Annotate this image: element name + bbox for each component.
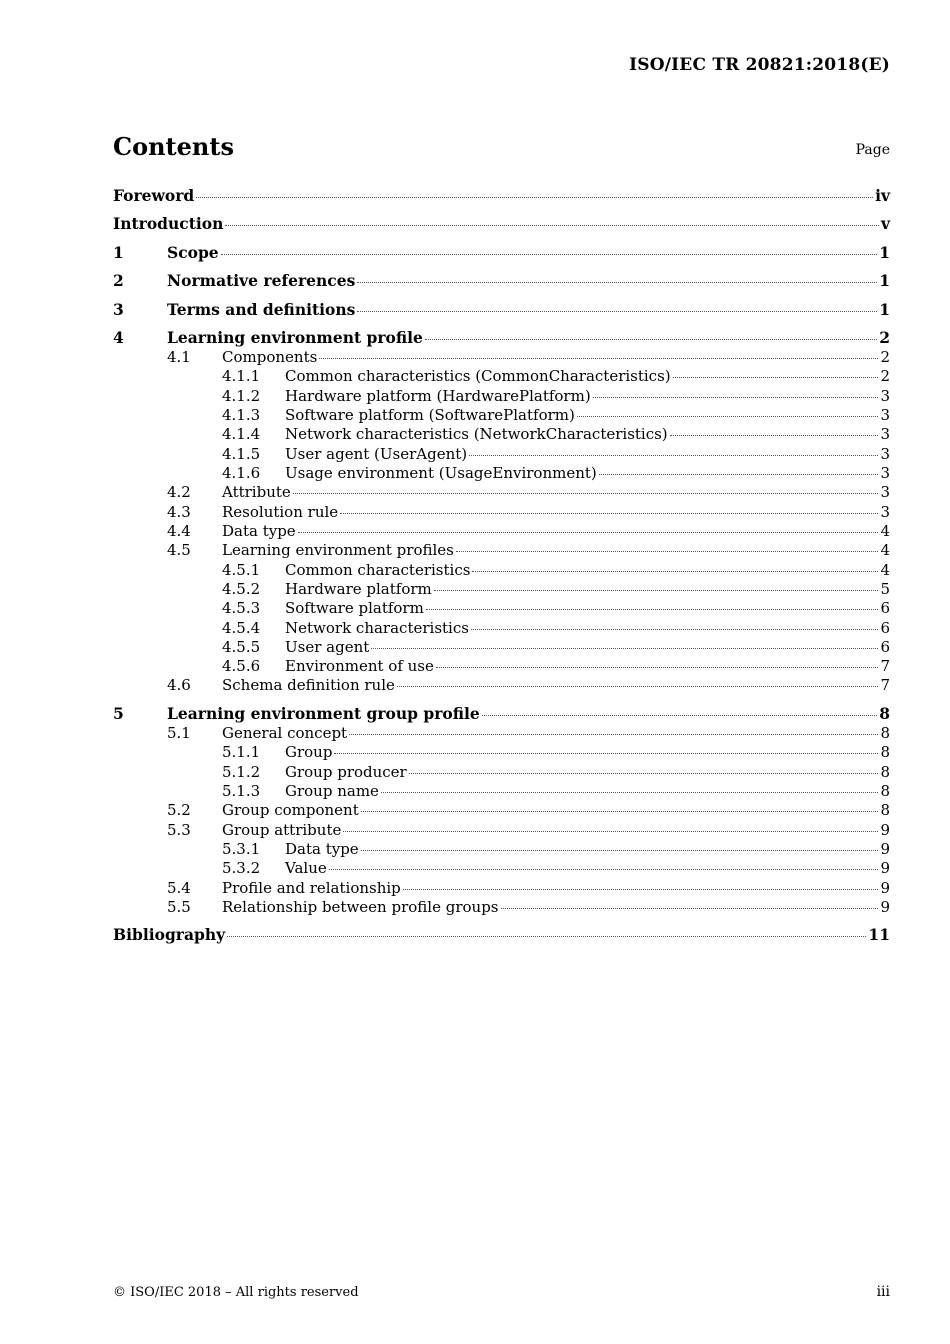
toc-entry-title[interactable]: Hardware platform (HardwarePlatform)	[285, 387, 591, 405]
dot-leader	[673, 377, 879, 378]
toc-entry[interactable]	[113, 300, 890, 320]
toc-entry-number: 4.3	[167, 503, 191, 521]
toc-entry-number: 5.1	[167, 724, 191, 742]
toc-entry[interactable]	[113, 675, 890, 695]
toc-entry-title[interactable]: Learning environment group profile	[167, 704, 480, 723]
toc-entry-page: 7	[880, 657, 890, 675]
toc-entry-page: 6	[880, 619, 890, 637]
dot-leader	[349, 734, 878, 735]
dot-leader	[469, 455, 878, 456]
page-number: iii	[876, 1284, 890, 1300]
toc-entry-title[interactable]: Group attribute	[222, 821, 342, 839]
toc-entry-page: 1	[879, 243, 890, 262]
toc-entry[interactable]	[113, 598, 890, 618]
toc-entry-number: 4.1.3	[222, 406, 261, 424]
toc-entry-number: 4.5	[167, 541, 191, 559]
toc-entry-title[interactable]: Network characteristics	[285, 619, 469, 637]
dot-leader	[472, 571, 878, 572]
toc-entry-page: 8	[880, 801, 890, 819]
dot-leader	[319, 358, 878, 359]
toc-entry-title[interactable]: Relationship between profile groups	[222, 898, 499, 916]
dot-leader	[482, 715, 877, 716]
dot-leader	[426, 609, 879, 610]
toc-entry[interactable]	[113, 328, 890, 348]
toc-entry-title[interactable]: Environment of use	[285, 657, 434, 675]
toc-entry-number: 4.2	[167, 483, 191, 501]
toc-entry[interactable]	[113, 366, 890, 386]
dot-leader	[670, 435, 879, 436]
toc-entry-number: 4.6	[167, 676, 191, 694]
toc-entry-page: 7	[880, 676, 890, 694]
toc-entry-number: 5.1.1	[222, 743, 261, 761]
toc-entry-title[interactable]: Software platform (SoftwarePlatform)	[285, 406, 575, 424]
toc-entry-title[interactable]: Schema definition rule	[222, 676, 395, 694]
toc-entry-title[interactable]: Profile and relationship	[222, 879, 401, 897]
dot-leader	[227, 936, 866, 937]
toc-entry[interactable]	[113, 656, 890, 676]
dot-leader	[371, 648, 878, 649]
dot-leader	[340, 513, 878, 514]
toc-entry-number: 5.5	[167, 898, 191, 916]
toc-entry-page: 9	[880, 898, 890, 916]
toc-entry-page: 3	[880, 483, 890, 501]
toc-entry-number: 4.4	[167, 522, 191, 540]
toc-entry-number: 5.2	[167, 801, 191, 819]
toc-entry-page: 3	[880, 387, 890, 405]
toc-entry-title[interactable]: Group producer	[285, 763, 407, 781]
toc-entry-page: 8	[880, 724, 890, 742]
toc-entry[interactable]	[113, 186, 890, 206]
toc-entry[interactable]	[113, 482, 890, 502]
toc-entry-number: 4.1.2	[222, 387, 261, 405]
toc-entry[interactable]	[113, 502, 890, 522]
toc-entry[interactable]	[113, 560, 890, 580]
dot-leader	[599, 474, 879, 475]
toc-entry[interactable]	[113, 214, 890, 234]
toc-entry-page: 8	[879, 704, 890, 723]
toc-entry-number: 4.1.1	[222, 367, 261, 385]
toc-entry-page: 2	[880, 367, 890, 385]
toc-entry[interactable]	[113, 271, 890, 291]
toc-entry-page: 4	[880, 541, 890, 559]
toc-entry-number: 5	[113, 704, 124, 723]
toc-entry-title[interactable]: Common characteristics	[285, 561, 471, 579]
dot-leader	[434, 590, 879, 591]
dot-leader	[357, 282, 877, 283]
toc-entry-page: 2	[879, 328, 890, 347]
toc-entry[interactable]	[113, 704, 890, 724]
toc-entry[interactable]	[113, 243, 890, 263]
toc-entry-title[interactable]: Introduction	[113, 214, 224, 233]
toc-entry-number: 5.3.2	[222, 859, 261, 877]
toc-entry-number: 1	[113, 243, 124, 262]
toc-entry-number: 4.5.5	[222, 638, 261, 656]
dot-leader	[357, 311, 877, 312]
toc-entry-number: 2	[113, 271, 124, 290]
toc-entry[interactable]	[113, 742, 890, 762]
toc-entry-number: 4.5.1	[222, 561, 261, 579]
toc-entry-number: 4.1.5	[222, 445, 261, 463]
toc-entry-page: 8	[880, 782, 890, 800]
toc-entry-title[interactable]: Terms and definitions	[167, 300, 356, 319]
toc-entry[interactable]	[113, 820, 890, 840]
toc-entry-title[interactable]: Group name	[285, 782, 379, 800]
toc-entry-title[interactable]: Hardware platform	[285, 580, 432, 598]
toc-entry[interactable]	[113, 579, 890, 599]
toc-entry[interactable]	[113, 405, 890, 425]
toc-entry-number: 5.1.3	[222, 782, 261, 800]
toc-entry[interactable]	[113, 637, 890, 657]
toc-entry[interactable]	[113, 386, 890, 406]
dot-leader	[403, 889, 879, 890]
dot-leader	[221, 254, 878, 255]
toc-entry[interactable]	[113, 521, 890, 541]
dot-leader	[334, 753, 878, 754]
dot-leader	[425, 339, 877, 340]
toc-entry-title[interactable]: Learning environment profile	[167, 328, 423, 347]
dot-leader	[225, 225, 879, 226]
toc-entry-number: 4.5.3	[222, 599, 261, 617]
toc-entry-page: 4	[880, 522, 890, 540]
toc-entry-title[interactable]: Group	[285, 743, 333, 761]
toc-entry[interactable]	[113, 540, 890, 560]
toc-entry[interactable]	[113, 925, 890, 945]
toc-entry-number: 3	[113, 300, 124, 319]
toc-entry-page: 5	[880, 580, 890, 598]
dot-leader	[456, 551, 879, 552]
toc-entry[interactable]	[113, 723, 890, 743]
toc-entry-title[interactable]: Usage environment (UsageEnvironment)	[285, 464, 597, 482]
toc-entry-title[interactable]: Common characteristics (CommonCharacteristics)	[285, 367, 671, 385]
toc-entry-page: 8	[880, 763, 890, 781]
page-title: Contents	[113, 132, 234, 161]
toc-entry[interactable]	[113, 762, 890, 782]
toc-entry-page: 3	[880, 503, 890, 521]
toc-entry[interactable]	[113, 463, 890, 483]
toc-entry-number: 4.1.6	[222, 464, 261, 482]
toc-entry[interactable]	[113, 347, 890, 367]
toc-entry-page: 3	[880, 445, 890, 463]
toc-entry-title[interactable]: Software platform	[285, 599, 424, 617]
toc-entry-page: 9	[880, 821, 890, 839]
toc-entry-title[interactable]: General concept	[222, 724, 348, 742]
toc-entry-page: 3	[880, 425, 890, 443]
dot-leader	[361, 811, 879, 812]
toc-entry-page: 9	[880, 859, 890, 877]
toc-entry-number: 4.1	[167, 348, 191, 366]
toc-entry-number: 5.3.1	[222, 840, 261, 858]
dot-leader	[471, 629, 879, 630]
toc-entry-title[interactable]: Components	[222, 348, 318, 366]
toc-entry[interactable]	[113, 444, 890, 464]
toc-entry-page: v	[880, 214, 890, 233]
toc-entry-page: 8	[880, 743, 890, 761]
toc-entry-title[interactable]: Group component	[222, 801, 359, 819]
toc-entry-title[interactable]: Bibliography	[113, 925, 226, 944]
dot-leader	[577, 416, 879, 417]
page-column-label: Page	[855, 142, 890, 158]
toc-entry-number: 4.5.4	[222, 619, 261, 637]
dot-leader	[397, 686, 879, 687]
dot-leader	[329, 869, 879, 870]
toc-entry-title[interactable]: User agent (UserAgent)	[285, 445, 468, 463]
toc-entry-title[interactable]: Resolution rule	[222, 503, 339, 521]
dot-leader	[343, 831, 878, 832]
toc-entry-page: 6	[880, 638, 890, 656]
toc-entry[interactable]	[113, 839, 890, 859]
toc-entry-title[interactable]: Network characteristics (NetworkCharacteristics)	[285, 425, 668, 443]
toc-entry[interactable]	[113, 858, 890, 878]
toc-entry-page: 4	[880, 561, 890, 579]
toc-entry-title[interactable]: Normative references	[167, 271, 356, 290]
toc-entry-page: 1	[879, 300, 890, 319]
toc-entry[interactable]	[113, 781, 890, 801]
toc-entry[interactable]	[113, 878, 890, 898]
toc-entry[interactable]	[113, 800, 890, 820]
toc-entry[interactable]	[113, 897, 890, 917]
dot-leader	[409, 773, 879, 774]
toc-entry-page: 3	[880, 464, 890, 482]
toc-entry-title[interactable]: Data type	[222, 522, 296, 540]
dot-leader	[436, 667, 879, 668]
toc-entry-page: 9	[880, 840, 890, 858]
toc-entry-title[interactable]: User agent	[285, 638, 370, 656]
toc-entry-page: 3	[880, 406, 890, 424]
toc-entry-title[interactable]: Foreword	[113, 186, 195, 205]
toc-entry-page: 11	[868, 925, 890, 944]
toc-entry-title[interactable]: Learning environment profiles	[222, 541, 454, 559]
toc-entry-number: 5.4	[167, 879, 191, 897]
dot-leader	[593, 397, 879, 398]
toc-entry-number: 5.1.2	[222, 763, 261, 781]
toc-entry-number: 4.5.6	[222, 657, 261, 675]
toc-entry-number: 4.5.2	[222, 580, 261, 598]
dot-leader	[196, 197, 873, 198]
toc-entry-page: 6	[880, 599, 890, 617]
toc-entry-page: 9	[880, 879, 890, 897]
toc-entry-number: 4	[113, 328, 124, 347]
dot-leader	[501, 908, 879, 909]
document-id: ISO/IEC TR 20821:2018(E)	[629, 55, 890, 75]
toc-entry[interactable]	[113, 618, 890, 638]
copyright-notice: © ISO/IEC 2018 – All rights reserved	[113, 1285, 359, 1300]
dot-leader	[293, 493, 879, 494]
toc-entry-page: iv	[875, 186, 890, 205]
toc-entry-title[interactable]: Attribute	[222, 483, 291, 501]
toc-entry-title[interactable]: Value	[285, 859, 327, 877]
toc-entry-page: 2	[880, 348, 890, 366]
dot-leader	[381, 792, 879, 793]
dot-leader	[361, 850, 879, 851]
toc-entry-number: 4.1.4	[222, 425, 261, 443]
toc-entry-page: 1	[879, 271, 890, 290]
toc-entry[interactable]	[113, 424, 890, 444]
toc-entry-number: 5.3	[167, 821, 191, 839]
toc-entry-title[interactable]: Data type	[285, 840, 359, 858]
dot-leader	[298, 532, 879, 533]
toc-entry-title[interactable]: Scope	[167, 243, 219, 262]
